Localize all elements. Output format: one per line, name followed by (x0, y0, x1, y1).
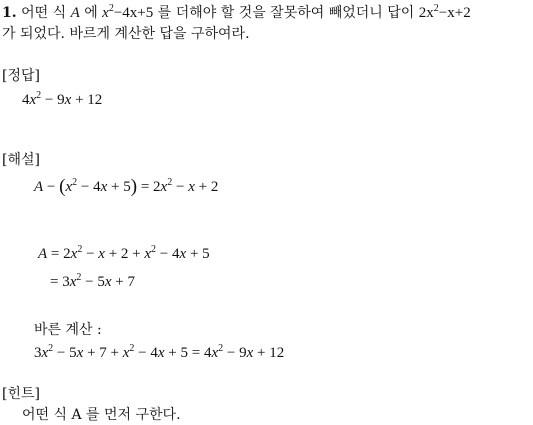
problem-text-pre: 어떤 식 (21, 5, 67, 21)
problem-line-2: 가 되었다. 바르게 계산한 답을 구하여라. (2, 26, 250, 42)
problem-text-mid: 에 (84, 5, 98, 21)
solution-label: 바른 계산 : (34, 322, 102, 338)
problem-number: 1. (2, 5, 17, 21)
problem-expr: $x^2-4x+5$ (102, 3, 154, 21)
problem-wrong-answer: $2x^2-x+2$ (418, 3, 471, 21)
problem-text-main: 를 더해야 할 것을 잘못하여 빼었더니 답이 (157, 5, 415, 21)
problem-line-1 (2, 3, 471, 23)
hint-heading: [힌트] (2, 386, 40, 402)
answer-expression: $4x^2 - 9x + 12$ (22, 90, 103, 108)
solution-line-4: $3x^2 - 5x + 7 + x^2 - 4x + 5 = 4x^2 - 9x + 12$ (34, 343, 285, 361)
solution-line-3: = $3x^2 - 5x + 7$ (50, 272, 135, 290)
hint-text: 어떤 식 A 를 먼저 구한다. (22, 407, 181, 423)
solution-line-1: $A - (x^2 - 4x + 5) = 2x^2 - x + 2$ (34, 176, 219, 197)
answer-heading: [정답] (2, 68, 40, 84)
solution-heading: [해설] (2, 152, 40, 168)
problem-var-a: A (70, 5, 80, 21)
solution-line-2: $A = 2x^2 - x + 2 + x^2 - 4x + 5$ (38, 244, 210, 262)
